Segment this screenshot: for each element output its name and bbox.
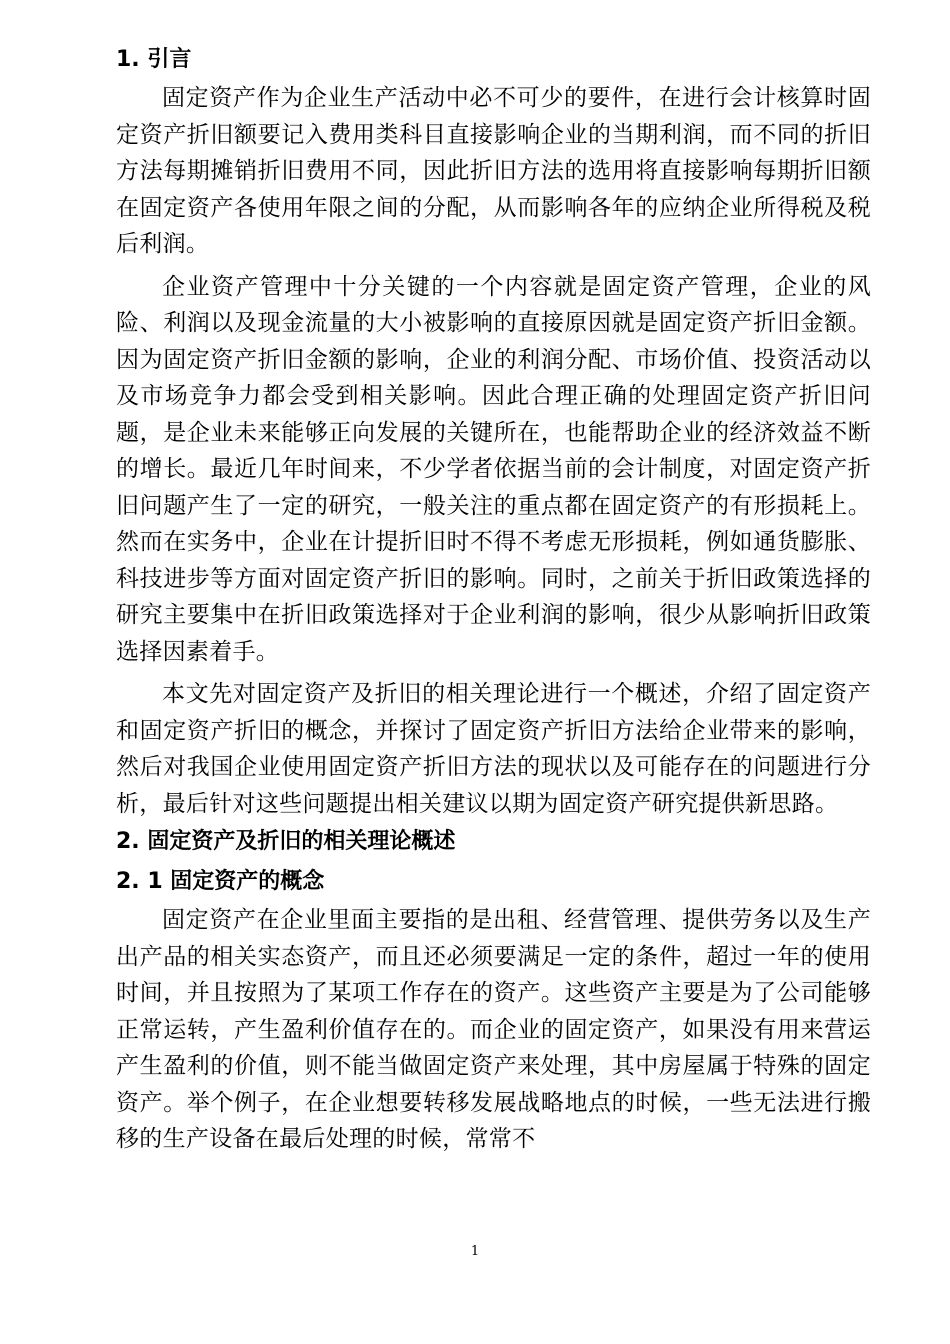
paragraph-intro-2: 企业资产管理中十分关键的一个内容就是固定资产管理，企业的风险、利润以及现金流量的大小被影响的直接原因就是固定资产折旧金额。因为固定资产折旧金额的影响，企业的利润分配、市场价值、投资活动以及市场竞争力都会受到相关影响。因此合理正确的处理固定资产折旧问题，是企业未来能够正向发展的关键所在，也能帮助企业的经济效益不断的增长。最近几年时间来，不少学者依据当前的会计制度，对固定资产折旧问题产生了一定的研究，一般关注的重点都在固定资产的有形损耗上。然而在实务中，企业在计提折旧时不得不考虑无形损耗，例如通货膨胀、科技进步等方面对固定资产折旧的影响。同时，之前关于折旧政策选择的研究主要集中在折旧政策选择对于企业利润的影响，很少从影响折旧政策选择因素着手。 bbox=[116, 273, 871, 665]
subsection-heading-fixed-asset-concept: 2. 1 固定资产的概念 bbox=[116, 869, 325, 894]
page-content bbox=[116, 40, 871, 1158]
page-number: 1 bbox=[470, 1244, 480, 1259]
paragraph-intro-1: 固定资产作为企业生产活动中必不可少的要件，在进行会计核算时固定资产折旧额要记入费用类科目直接影响企业的当期利润，而不同的折旧方法每期摊销折旧费用不同，因此折旧方法的选用将直接影响每期折旧额在固定资产各使用年限之间的分配，从而影响各年的应纳企业所得税及税后利润。 bbox=[116, 85, 871, 257]
section-heading-theory-overview: 2. 固定资产及折旧的相关理论概述 bbox=[116, 829, 456, 854]
section-heading-introduction: 1. 引言 bbox=[116, 47, 192, 72]
paragraph-concept-1: 固定资产在企业里面主要指的是出租、经营管理、提供劳务以及生产出产品的相关实态资产，而且还必须要满足一定的条件，超过一年的使用时间，并且按照为了某项工作存在的资产。这些资产主要是为了公司能够正常运转，产生盈利价值存在的。而企业的固定资产，如果没有用来营运产生盈利的价值，则不能当做固定资产来处理，其中房屋属于特殊的固定资产。举个例子，在企业想要转移发展战略地点的时候，一些无法进行搬移的生产设备在最后处理的时候，常常不 bbox=[116, 907, 871, 1152]
paragraph-intro-3: 本文先对固定资产及折旧的相关理论进行一个概述，介绍了固定资产和固定资产折旧的概念，并探讨了固定资产折旧方法给企业带来的影响，然后对我国企业使用固定资产折旧方法的现状以及可能存在的问题进行分析，最后针对这些问题提出相关建议以期为固定资产研究提供新思路。 bbox=[116, 681, 871, 817]
